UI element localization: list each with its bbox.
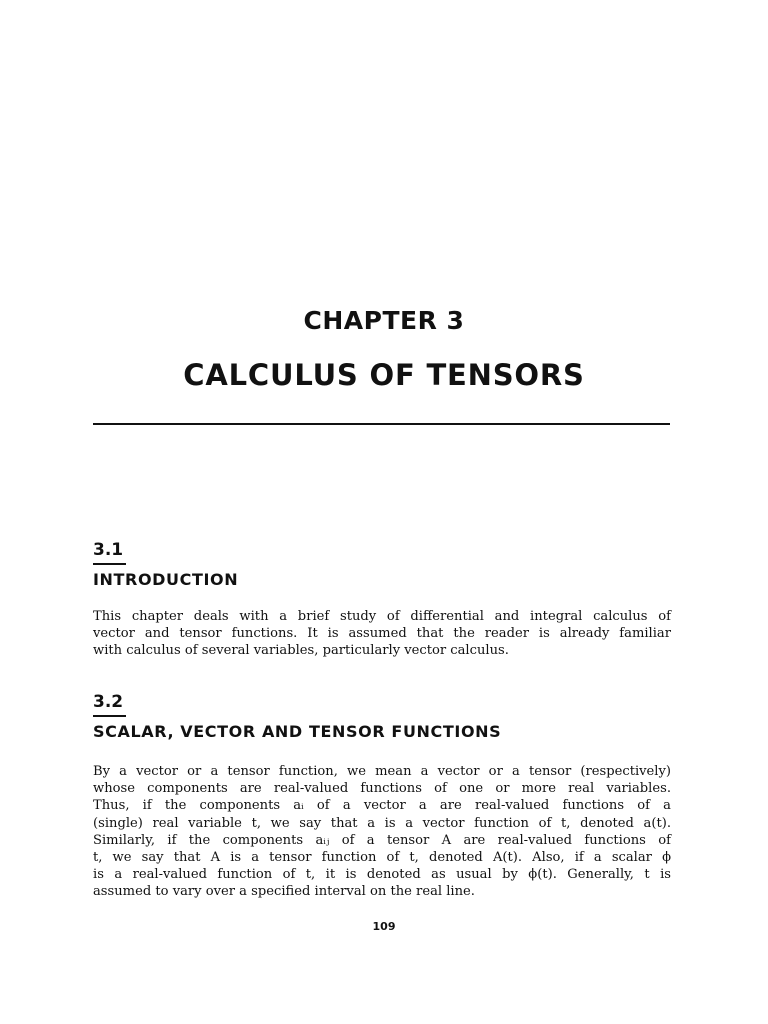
section-number-3-2: 3.2: [93, 692, 124, 712]
section-title-introduction: INTRODUCTION: [93, 570, 239, 589]
paragraph-line: Similarly, if the components aᵢⱼ of a tensor A are real-valued functions of: [93, 832, 671, 848]
paragraph-line: vector and tensor functions. It is assumed that the reader is already familiar: [93, 626, 671, 642]
functions-paragraph: [93, 763, 671, 901]
title-rule: [93, 423, 670, 425]
section-title-functions: SCALAR, VECTOR AND TENSOR FUNCTIONS: [93, 722, 502, 741]
introduction-paragraph: [93, 608, 671, 660]
chapter-title: CALCULUS OF TENSORS: [183, 358, 585, 392]
paragraph-line: This chapter deals with a brief study of differential and integral calculus of: [93, 609, 671, 624]
paragraph-line: t, we say that A is a tensor function of t, denoted A(t). Also, if a scalar ϕ: [93, 850, 671, 866]
paragraph-line: By a vector or a tensor function, we mean a vector or a tensor (respectively): [93, 764, 671, 779]
chapter-label: CHAPTER 3: [303, 306, 465, 335]
paragraph-line: is a real-valued function of t, it is denoted as usual by ϕ(t). Generally, t is: [93, 867, 671, 883]
paragraph-line: whose components are real-valued functions of one or more real variables.: [93, 781, 671, 797]
paragraph-line: with calculus of several variables, particularly vector calculus.: [93, 643, 509, 659]
paragraph-line: (single) real variable t, we say that a is a vector function of t, denoted a(t).: [93, 815, 671, 831]
section-number-3-1: 3.1: [93, 540, 124, 560]
paragraph-line: Thus, if the components aᵢ of a vector a are real-valued functions of a: [93, 798, 671, 814]
paragraph-line: assumed to vary over a specified interval on the real line.: [93, 884, 475, 900]
page-number: 109: [372, 920, 396, 933]
